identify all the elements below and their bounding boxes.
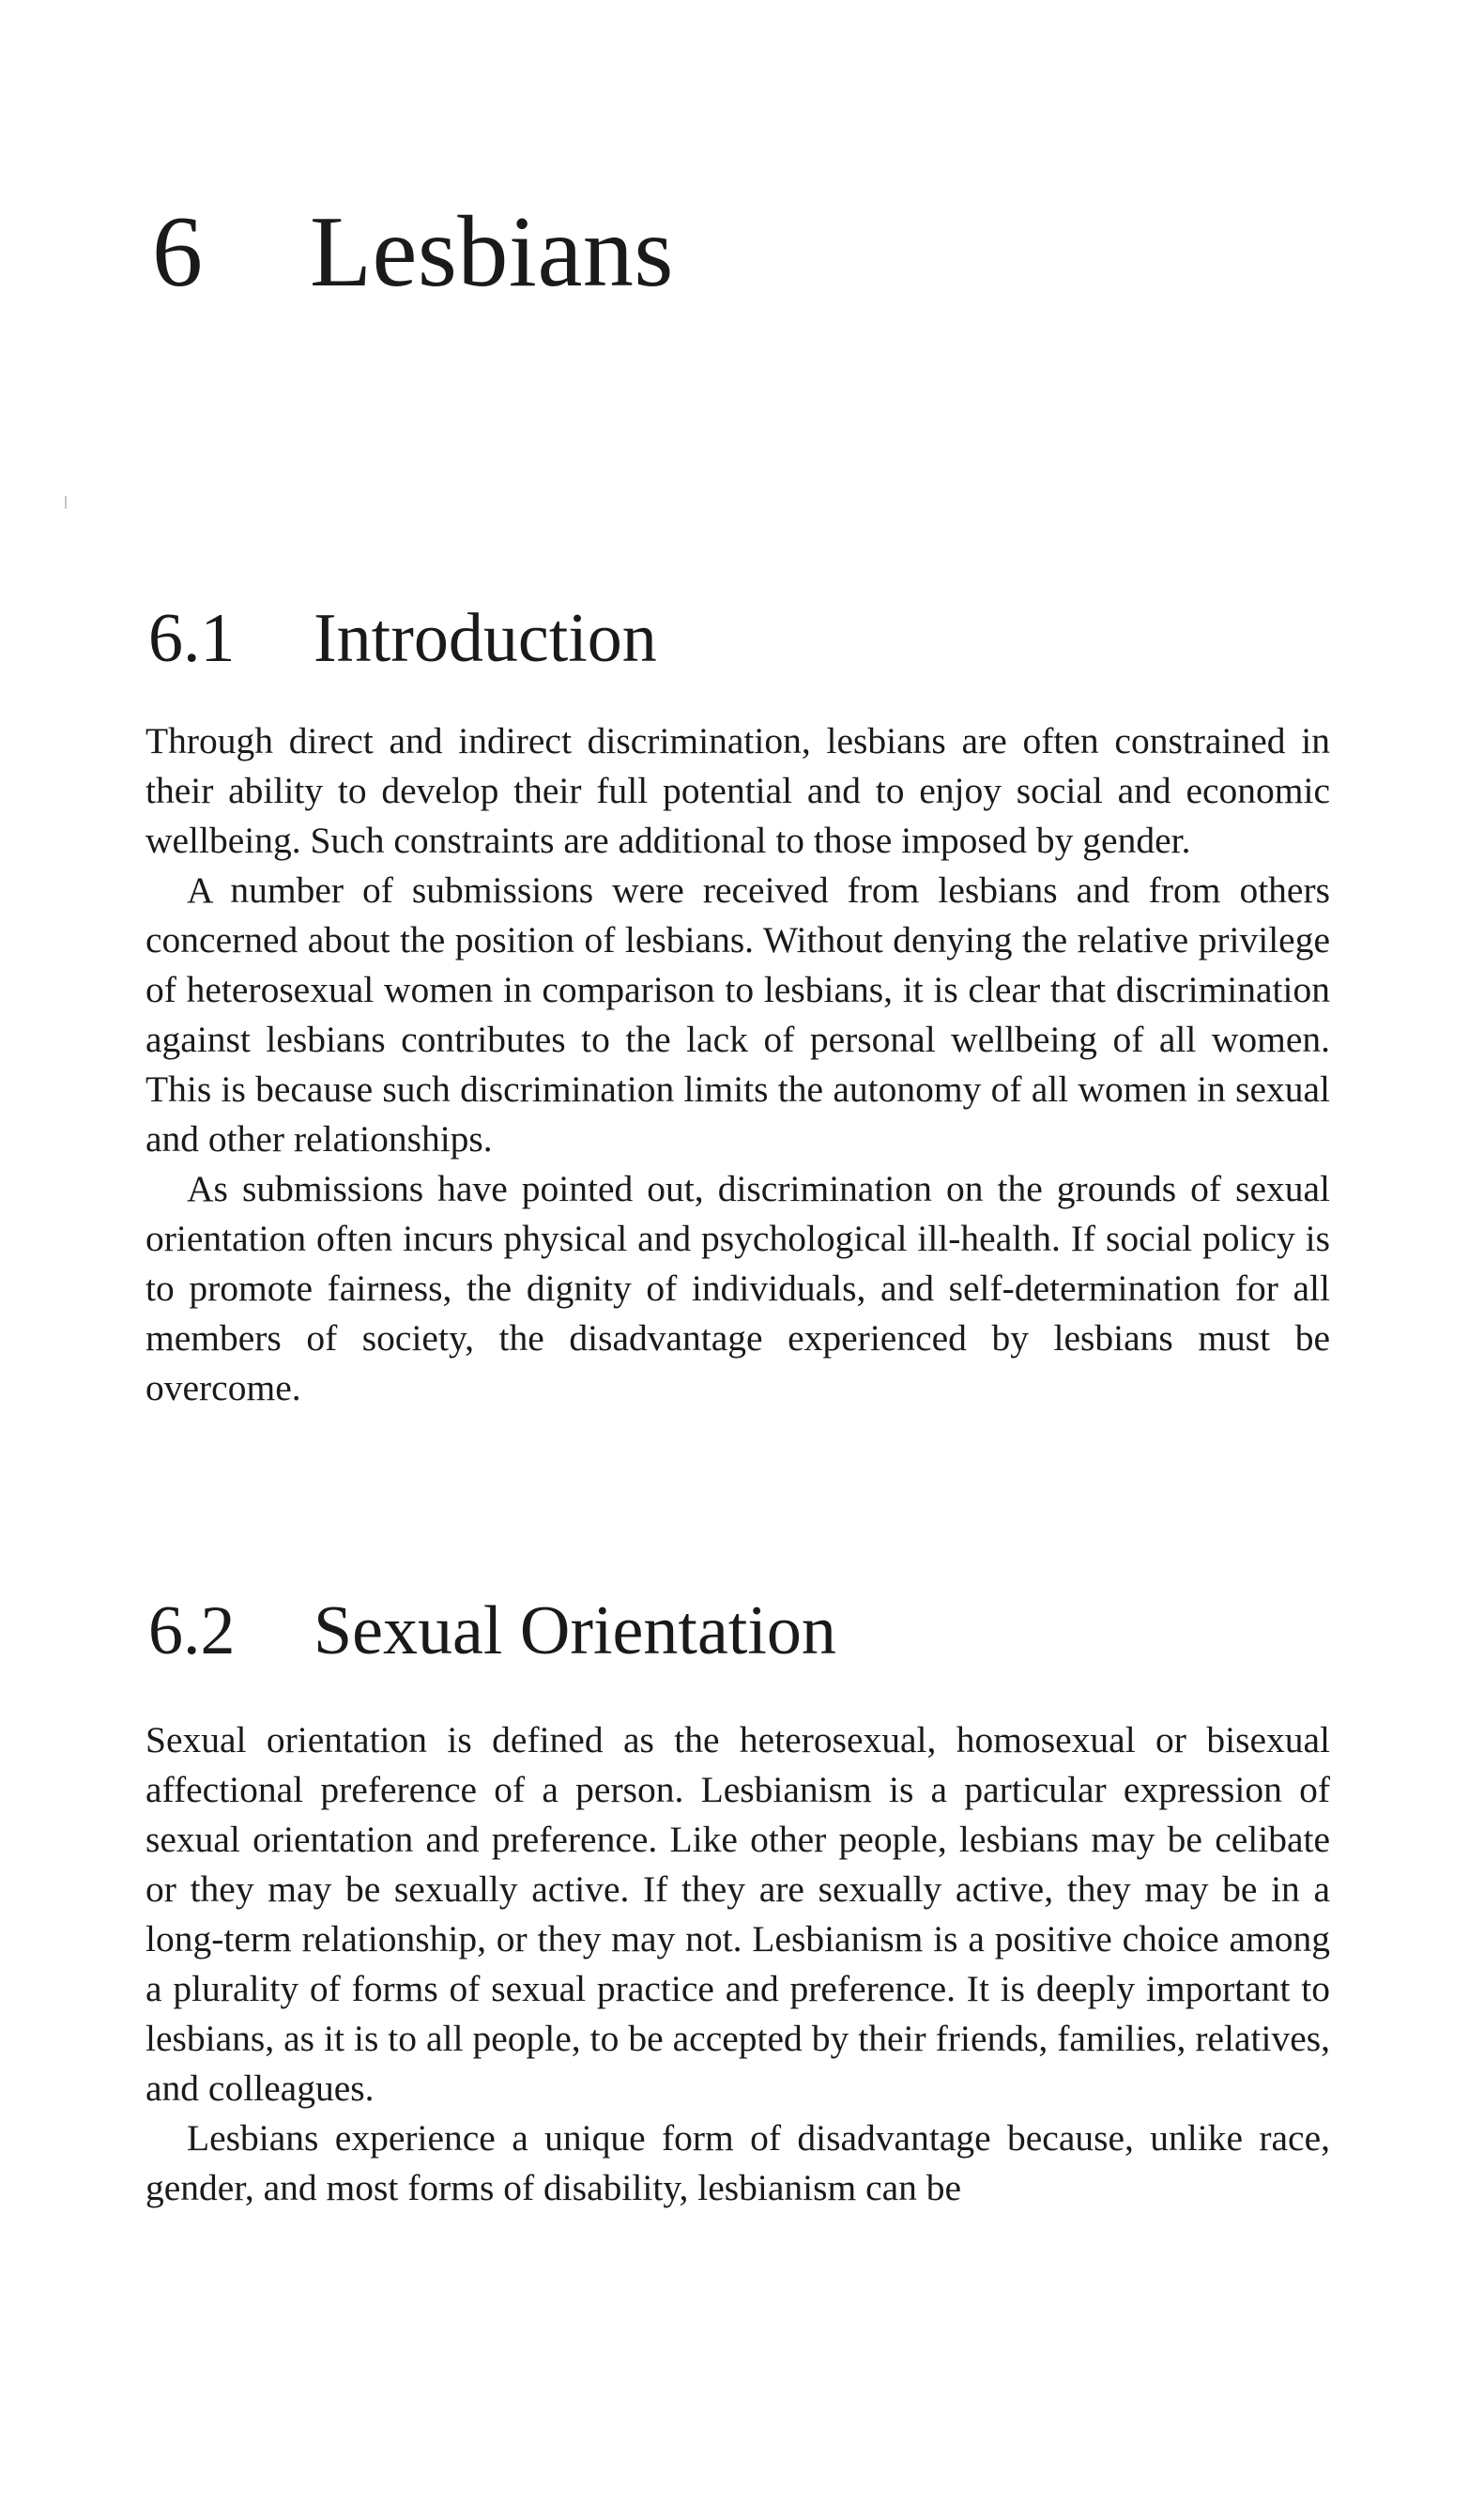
body-paragraph: A number of submissions were received from lesbians and from others concerned about the position of lesbians. Without denying the relative privilege of heterosexual women in comparison to lesbians, it is clear that discrimination against lesbians contributes to the lack of personal wellbeing of all women. This is because such discrimination limits the autonomy of all women in sexual and other relationships.	[145, 869, 1330, 1160]
body-paragraph: Sexual orientation is defined as the heterosexual, homosexual or bisexual affectional preference of a person. Lesbianism is a particular expression of sexual orientation and preference. Like other people, lesbians may be celibate or they may be sexually active. If they are sexually active, they may be in a long-term relationship, or they may not. Lesbianism is a positive choice among a plurality of forms of sexual practice and preference. It is deeply important to lesbians, as it is to all people, to be accepted by their friends, families, relatives, and colleagues.	[145, 1719, 1330, 2109]
body-paragraph: Through direct and indirect discrimination, lesbians are often constrained in their ability to develop their full potential and to enjoy social and economic wellbeing. Such constraints are additional to those imposed by gender.	[145, 720, 1330, 861]
chapter-number: 6	[152, 196, 204, 308]
section-number: 6.1	[148, 600, 236, 677]
section-heading-introduction	[148, 600, 657, 677]
section-title-text: Introduction	[314, 600, 657, 677]
section-title-text: Sexual Orientation	[314, 1592, 836, 1669]
body-paragraph: Lesbians experience a unique form of disadvantage because, unlike race, gender, and most forms of disability, lesbianism can be	[145, 2117, 1330, 2208]
scan-speck	[65, 496, 67, 509]
section-number: 6.2	[148, 1592, 236, 1669]
section-heading-sexual-orientation	[148, 1592, 836, 1669]
chapter-title	[152, 196, 674, 308]
section-body-introduction	[145, 716, 1330, 1413]
body-paragraph: As submissions have pointed out, discrimination on the grounds of sexual orientation often incurs physical and psychological ill-health. If social policy is to promote fairness, the dignity of individuals, and self-determination for all members of society, the disadvantage experienced by lesbians must be overcome.	[145, 1168, 1330, 1408]
section-body-sexual-orientation	[145, 1715, 1330, 2213]
chapter-title-text: Lesbians	[310, 196, 674, 308]
